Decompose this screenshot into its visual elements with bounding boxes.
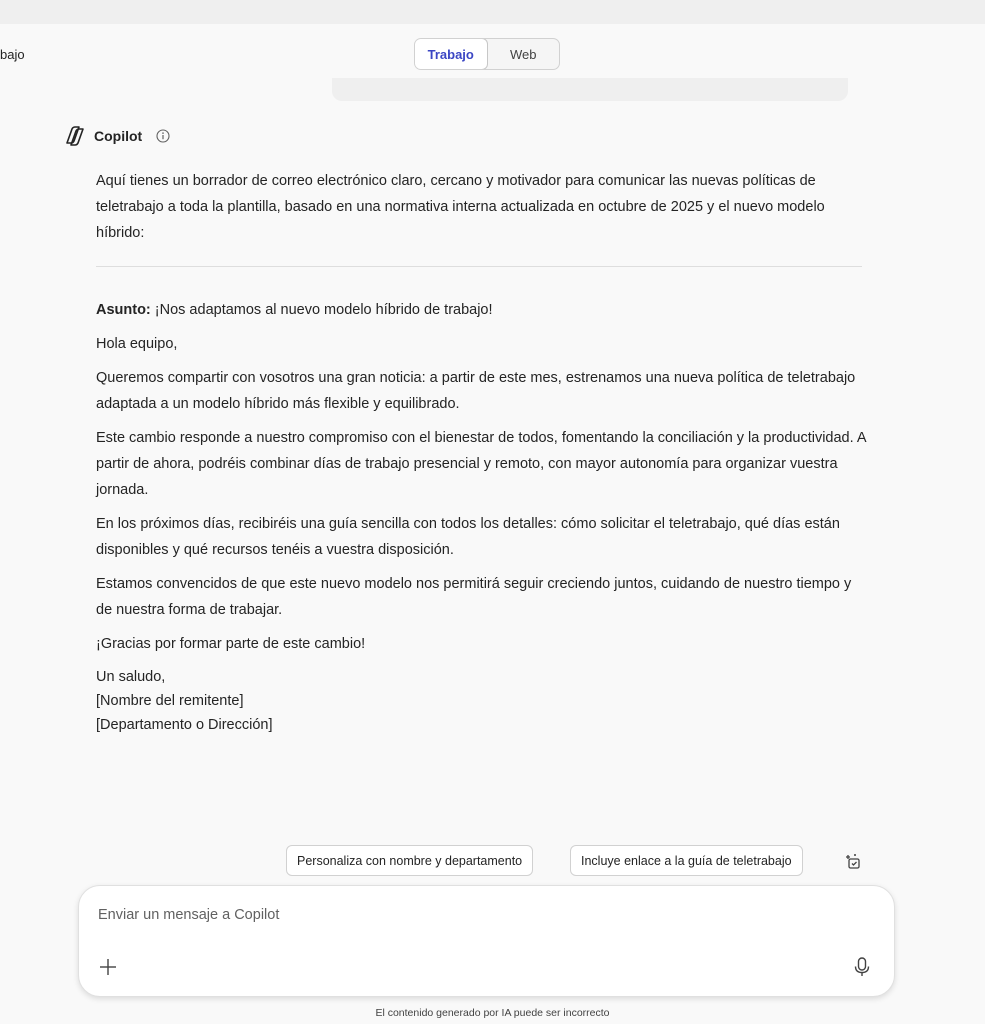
more-suggestions-icon[interactable] xyxy=(842,851,862,871)
email-sender-department: [Departamento o Dirección] xyxy=(96,717,273,733)
copilot-logo-icon xyxy=(64,126,86,146)
suggestion-personalize-button[interactable]: Personaliza con nombre y departamento xyxy=(286,845,533,876)
message-composer xyxy=(78,885,895,997)
email-subject-text: ¡Nos adaptamos al nuevo modelo híbrido de trabajo! xyxy=(150,302,493,318)
ai-disclaimer: El contenido generado por IA puede ser incorrecto xyxy=(375,1007,610,1019)
copilot-response-body xyxy=(96,168,866,737)
previous-user-message xyxy=(332,78,848,101)
email-subject xyxy=(96,297,866,323)
suggestion-include-link-button[interactable]: Incluye enlace a la guía de teletrabajo xyxy=(570,845,803,876)
divider xyxy=(96,266,862,267)
mode-toggle xyxy=(414,38,560,70)
email-paragraph: Estamos convencidos de que este nuevo modelo nos permitirá seguir creciendo juntos, cuidando de nuestro tiempo y de nuestra forma de trabajar. xyxy=(96,576,852,618)
sidebar-fragment-text: bajo xyxy=(0,47,25,62)
toggle-work-button[interactable]: Trabajo xyxy=(414,38,488,70)
email-closing: Un saludo, xyxy=(96,669,166,685)
email-paragraph: Este cambio responde a nuestro compromiso con el bienestar de todos, fomentando la conciliación y la productividad. A partir de ahora, podréis combinar días de trabajo presencial y remoto, con mayor autonomía para organizar vuestra jornada. xyxy=(96,430,866,498)
add-icon[interactable] xyxy=(97,956,119,978)
suggestion-chips xyxy=(0,845,985,877)
email-signature xyxy=(96,665,866,737)
microphone-icon[interactable] xyxy=(852,956,872,978)
email-paragraph: Queremos compartir con vosotros una gran noticia: a partir de este mes, estrenamos una nueva política de teletrabajo adaptada a un modelo híbrido más flexible y equilibrado. xyxy=(96,370,856,412)
response-intro: Aquí tienes un borrador de correo electrónico claro, cercano y motivador para comunicar las nuevas políticas de teletrabajo a toda la plantilla, basado en una normativa interna actualizada en octubre de 2025 y el nuevo modelo híbrido: xyxy=(96,173,825,241)
copilot-response-header xyxy=(64,126,170,146)
email-paragraph: ¡Gracias por formar parte de este cambio! xyxy=(96,636,366,652)
top-bar xyxy=(0,0,985,24)
message-input[interactable]: Enviar un mensaje a Copilot xyxy=(98,907,280,923)
email-paragraph: En los próximos días, recibiréis una guía sencilla con todos los detalles: cómo solicitar el teletrabajo, qué días están disponibles y qué recursos tenéis a vuestra disposición. xyxy=(96,516,840,558)
email-subject-label: Asunto: xyxy=(96,302,151,318)
toggle-web-button[interactable]: Web xyxy=(510,46,537,62)
email-greeting: Hola equipo, xyxy=(96,336,178,352)
copilot-name: Copilot xyxy=(94,128,143,144)
info-icon[interactable] xyxy=(156,129,170,143)
email-sender-name: [Nombre del remitente] xyxy=(96,693,244,709)
